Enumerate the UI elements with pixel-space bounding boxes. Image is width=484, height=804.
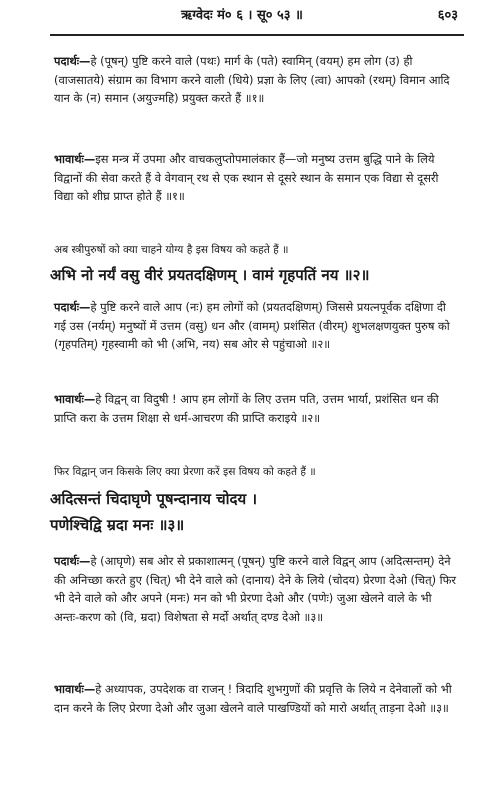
header-rule <box>50 34 464 36</box>
bhavartha-1 <box>54 150 460 206</box>
section-text: हे पुष्टि करने वाले आप (नः) हम लोगों को (प्रयतदक्षिणम्) जिससे प्रयत्नपूर्वक दक्षिणा दी गई उस (नर्यम्) मनुष्यों में उत्तम (वसु) धन और (वामम्) प्रशंसित (वीरम्) शुभलक्षणयुक्त पुरुष को (गृहपतिम्) गृहस्वामी को भी (अभि, नय) सब ओर से पहुंचाओ ॥२॥ <box>54 300 450 352</box>
padartha-3 <box>54 552 460 626</box>
bhavartha-2 <box>54 390 460 427</box>
mantra-3 <box>50 486 460 538</box>
section-label: भावार्थः— <box>54 682 96 696</box>
page-number: ६०३ <box>437 8 458 23</box>
section-label: पदार्थः— <box>54 54 91 68</box>
section-label: पदार्थः— <box>54 554 91 568</box>
section-text: हे विद्वन् वा विदुषी ! आप हम लोगों के लिए उत्तम पति, उत्तम भार्या, प्रशंसित धन की प्राप्ति करा के उत्तम शिक्षा से धर्म-आचरण की प्राप्ति कराइये ॥२॥ <box>54 392 439 425</box>
section-label: भावार्थः— <box>54 152 96 166</box>
section-text: इस मन्त्र में उपमा और वाचकलुप्तोपमालंकार हैं—जो मनुष्य उत्तम बुद्धि पाने के लिये विद्वानों की सेवा करते हैं वे वेगवान् रथ से एक स्थान से दूसरे स्थान के समान एक विद्या से दूसरी विद्या को शीघ्र प्राप्त होते हैं ॥१॥ <box>54 152 439 204</box>
section-text: हे (आघृणे) सब ओर से प्रकाशात्मन् (पूषन्) पुष्टि करने वाले विद्वन् आप (अदित्सन्तम्) देने की अनिच्छा करते हुए (चित्) भी देने वाले को (दानाय) देने के लिये (चोदय) प्रेरणा देओ (चित्) फिर भी देने वाले को और अपने (मनः) मन को भी प्रेरणा देओ और (पणेः) जुआ खेलने वाले के भी अन्तः-करण को (वि, म्रदा) विशेषता से मर्दो अर्थात् दण्ड देओ ॥३॥ <box>54 554 457 624</box>
mantra-line: पणेश्चिद्वि म्रदा मनः ॥३॥ <box>50 516 185 534</box>
bhavartha-3 <box>54 680 460 717</box>
mantra-line: अदित्सन्तं चिदाघृणे पूषन्दानाय चोदय । <box>50 490 258 508</box>
intro-line-3: फिर विद्वान् जन किसके लिए क्या प्रेरणा करें इस विषय को कहते हैं ॥ <box>54 466 316 478</box>
padartha-1 <box>54 52 460 108</box>
page-header <box>0 6 484 32</box>
intro-line-2: अब स्त्रीपुरुषों को क्या चाहने योग्य है इस विषय को कहते हैं ॥ <box>54 244 289 256</box>
padartha-2 <box>54 298 460 354</box>
mantra-2 <box>50 262 460 288</box>
section-text: हे (पूषन्) पुष्टि करने वाले (पथः) मार्ग के (पते) स्वामिन् (वयम्) हम लोग (उ) ही (वाजसातये) संग्राम का विभाग करने वाली (धिये) प्रज्ञा के लिए (त्वा) आपको (रथम्) विमान आदि यान के (न) समान (अयुज्महि) प्रयुक्त करते हैं ॥१॥ <box>54 54 450 106</box>
running-title: ऋग्वेदः मं० ६ । सू० ५३ ॥ <box>181 8 303 23</box>
section-label: भावार्थः— <box>54 392 96 406</box>
mantra-line: अभि नो नर्यं वसु वीरं प्रयतदक्षिणम् । वामं गृहपतिं नय ॥२॥ <box>50 266 370 284</box>
section-label: पदार्थः— <box>54 300 91 314</box>
section-text: हे अध्यापक, उपदेशक वा राजन् ! त्रिदादि शुभगुणों की प्रवृत्ति के लिये न देनेवालों को भी दान करने के लिए प्रेरणा देओ और जुआ खेलने वाले पाखण्डियों को मारो अर्थात् ताड़ना देओ ॥३॥ <box>54 682 452 715</box>
